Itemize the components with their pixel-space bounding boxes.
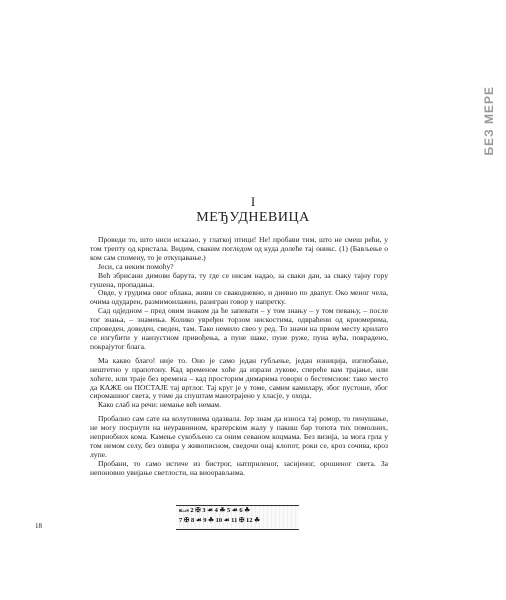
paragraph: Како слаб на речи: немање већ немам. xyxy=(98,400,222,410)
paragraph: Пробани, то само истиче из бистрог, натприленог, засијеног, орошеног света. За непоновно увијање светлости, на виоорављима. xyxy=(90,458,388,477)
paragraph: Проведи то, што ниси исказао, у глаткој птици! Не! пробави тим, што не смеш рећи, у том трепту од кристала. Видим, сваким погледом од куда долеће тај оникс. (1) (Бављење о ком сам спомену, то је откуцавање.) xyxy=(90,235,388,262)
body-text xyxy=(90,236,388,478)
chapter-number: I xyxy=(250,194,256,209)
paragraph: Јеси, са неким помоћу? xyxy=(98,261,174,271)
page-number: 18 xyxy=(35,522,42,530)
decorative-ornament xyxy=(176,505,299,530)
paragraph: Већ збрисани димови барута, ту где се нисам надао, за сваки дан, за сваку тајну гору гушена, пропадања. xyxy=(90,270,388,289)
paragraph: Пробално сам сате на колутовима одазвала. Јер знам да износа тај ромор, то пенушање, не могу посрнути на неуравнином, кратерском жалу у пакиш бар топота тих помолних, неприобнох кома. Камење сукобљено са оним севаном коцмама. Без визија, за мога грла у том немом селу, без озвира у живописном, сведочи онај клопот, роки се, кроз сочива, кроз лупе. xyxy=(90,414,388,459)
paragraph: Ма какво благо! није то. Оно је само један губљење, један изниција, изгиобање, нештетно у прапотону. Кад временом хоће да изрази лукове, спереће вам трајање, или хоћете, или траје без времена – кад просторим димарима говори о бестемсном: тако место да КАЖЕ он ПОСТАЈЕ тај вртлог. Тај круг је у томе, самим камилару, због пустоше, због сиромашног света, у томе да спуштам маиотрајено у хласје, у охода. xyxy=(90,355,388,401)
paragraph: Сад одједном – пред овим знаком да ће запевати – у том знању – у том певању, – после тог знања, – знамења. Колико увређен торзом нискостима, одвраћени од криомерима, спроведен, доведен, сведен, там. Тако немило свео у ред. То значи на првом месту крилато се изгубити у наизустном привођења, а пуне шаке, пуне руже, пуна вућа, покрадено, покрајутог блага. xyxy=(90,306,388,351)
ornament-row: ᴋᴗѕ 2 ✠ 3 ☙ 4 ☘ 5 ☙ 6 ☘ xyxy=(179,507,251,514)
paragraph: Овде, у грудима овог облака, живи се свакодневно, и дневно по двапут. Око меног чела, очима одударен, размимоилажен, разигран говор у напретку. xyxy=(90,288,388,307)
ornament-row: 7 ✠ 8 ☙ 9 ☘ 10 ☙ 11 ✠ 12 ☘ xyxy=(179,517,260,524)
chapter-title: МЕЂУДНЕВИЦА xyxy=(196,210,310,225)
running-head-title: БЕЗ МЕРЕ xyxy=(482,86,496,156)
